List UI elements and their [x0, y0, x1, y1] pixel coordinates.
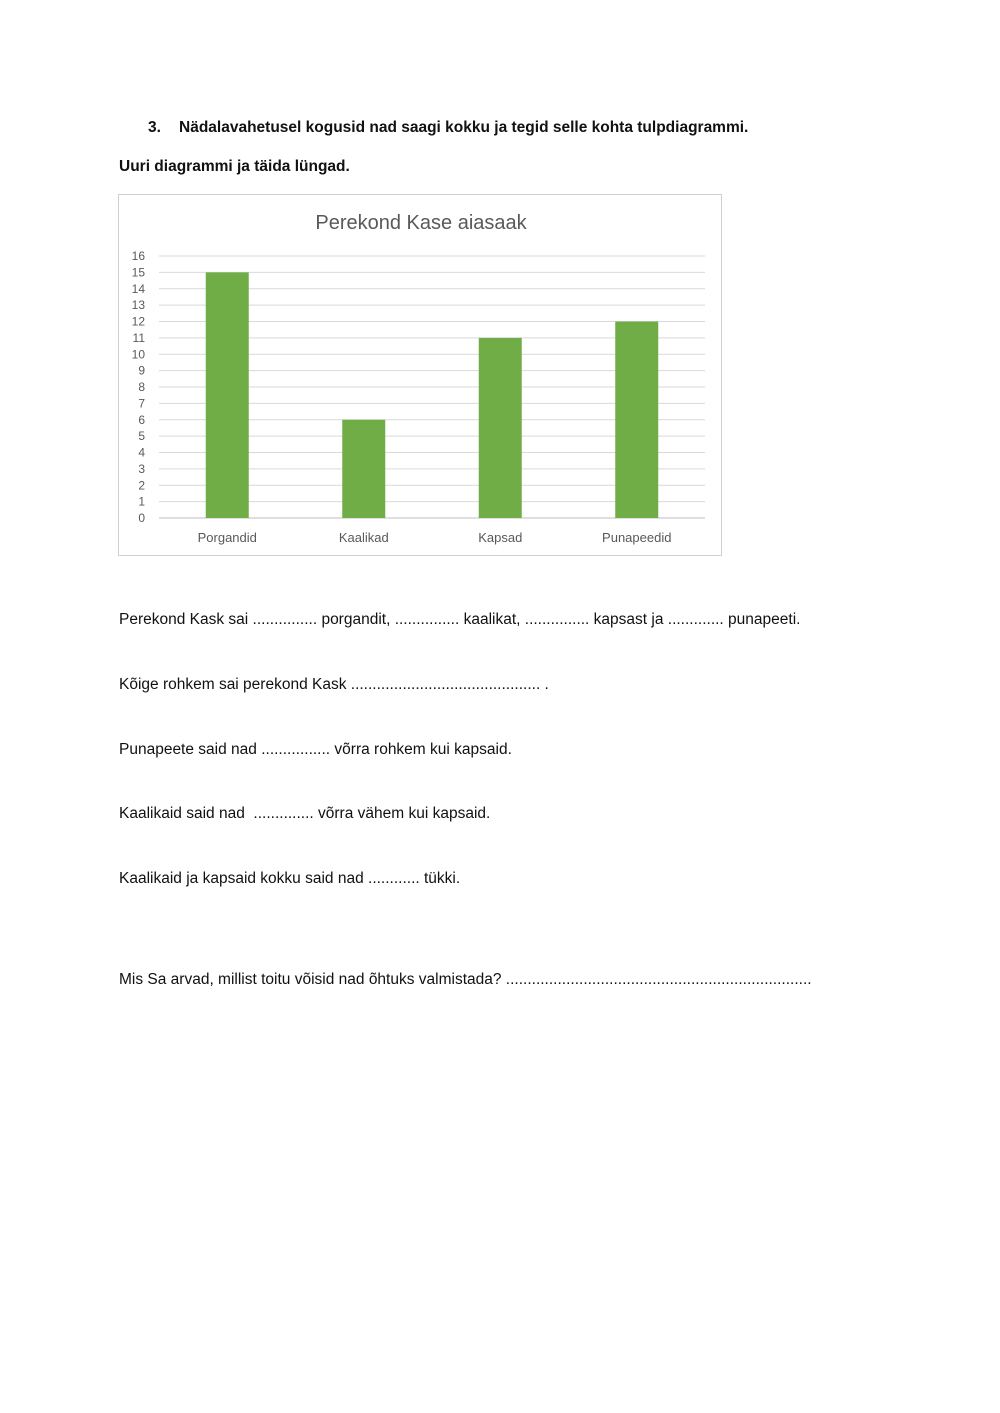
- task-title: [148, 119, 748, 137]
- y-tick-label: 11: [132, 330, 145, 345]
- y-axis-ticks: [132, 249, 146, 525]
- y-tick-label: 8: [138, 380, 145, 394]
- y-tick-label: 1: [138, 494, 145, 509]
- y-tick-label: 2: [138, 478, 145, 493]
- y-tick-label: 13: [131, 298, 145, 313]
- bar-kaalikad: [342, 420, 385, 518]
- question-1: Perekond Kask sai ............... porgandit, ............... kaalikat, ............... kapsast ja ............. punapeeti.: [119, 611, 801, 628]
- x-tick-label: Kaalikad: [338, 530, 389, 545]
- task-number: 3.: [148, 119, 161, 136]
- x-tick-label: Kapsad: [478, 530, 523, 545]
- y-tick-label: 14: [131, 281, 145, 296]
- chart-svg: [119, 195, 721, 555]
- bar-kapsad: [479, 338, 522, 518]
- y-tick-label: 7: [138, 396, 145, 411]
- y-tick-label: 9: [138, 363, 145, 378]
- x-axis-labels: [198, 530, 672, 545]
- bar-punapeedid: [615, 322, 658, 519]
- y-tick-label: 3: [138, 461, 145, 476]
- question-6: Mis Sa arvad, millist toitu võisid nad õhtuks valmistada? .......................................................................: [119, 971, 812, 988]
- bar-porgandid: [206, 272, 249, 518]
- y-tick-label: 15: [131, 265, 145, 280]
- y-tick-label: 16: [131, 249, 145, 263]
- chart-title: Perekond Kase aiasaak: [315, 212, 527, 234]
- x-tick-label: Punapeedid: [602, 530, 672, 545]
- task-text: Nädalavahetusel kogusid nad saagi kokku ja tegid selle kohta tulpdiagrammi.: [179, 119, 749, 136]
- question-4: Kaalikaid said nad .............. võrra vähem kui kapsaid.: [119, 805, 491, 822]
- instruction: Uuri diagrammi ja täida lüngad.: [119, 158, 350, 175]
- y-tick-label: 12: [131, 314, 145, 329]
- question-5: Kaalikaid ja kapsaid kokku said nad ............ tükki.: [119, 870, 461, 887]
- x-tick-label: Porgandid: [197, 530, 257, 545]
- y-tick-label: 5: [138, 429, 145, 444]
- y-tick-label: 4: [138, 445, 145, 460]
- question-3: Punapeete said nad ................ võrra rohkem kui kapsaid.: [119, 741, 512, 758]
- y-tick-label: 6: [138, 412, 145, 427]
- chart-bars: [206, 272, 659, 518]
- y-tick-label: 10: [131, 347, 145, 362]
- bar-chart: [118, 194, 722, 556]
- y-tick-label: 0: [138, 511, 145, 525]
- question-2: Kõige rohkem sai perekond Kask ............................................ .: [119, 676, 549, 693]
